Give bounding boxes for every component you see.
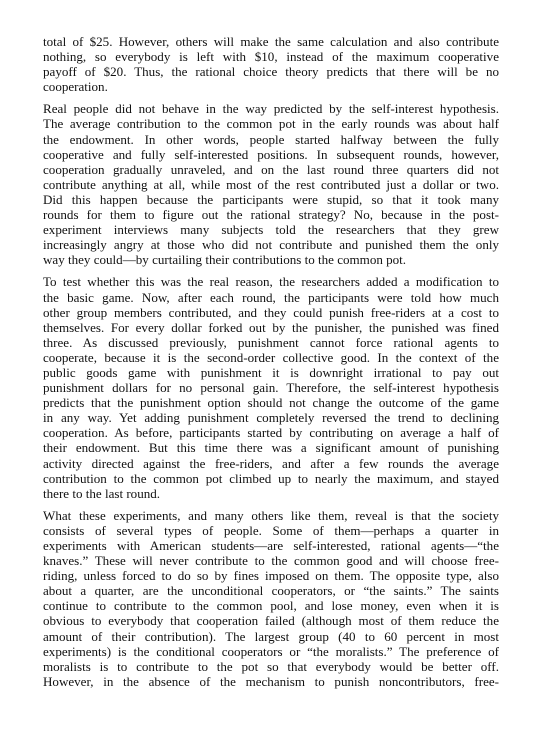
text-line: way they could—by curtailing their contributions to the common pot. bbox=[43, 252, 407, 268]
text-line: punishment dollars for no personal gain. Therefore, the self-interest hypothesis bbox=[43, 380, 499, 396]
text-line: continue to contribute to the common pool, and lose money, even when it is bbox=[43, 598, 499, 614]
text-line: in any way. Yet adding punishment completely reversed the trend to declining bbox=[43, 410, 499, 426]
text-line: there to the last round. bbox=[43, 485, 161, 501]
text-line: Real people did not behave in the way predicted by the self-interest hypothesis. bbox=[43, 101, 499, 117]
text-line: about a quarter, are the unconditional cooperators, or “the saints.” The saints bbox=[43, 583, 499, 599]
text-line: total of $25. However, others will make the same calculation and also contribute bbox=[43, 34, 499, 49]
text-line: their endowment. But this time there was a significant amount of punishing bbox=[43, 440, 499, 456]
text-line: contribution to the common pot climbed up to nearly the maximum, and stayed bbox=[43, 470, 499, 486]
text-line: public goods game with punishment it is downright irrational to pay out bbox=[43, 364, 499, 380]
text-line: riding, unless forced to do so by fines imposed on them. The opposite type, also bbox=[43, 568, 499, 584]
text-line: experiment interviews many subjects told the researchers that they grew bbox=[43, 222, 499, 238]
text-line: consists of several types of people. Some of them—perhaps a quarter in bbox=[43, 522, 499, 538]
text-line: themselves. For every dollar forked out by the punisher, the punished was fined bbox=[43, 319, 499, 335]
text-line: payoff of $20. Thus, the rational choice theory predicts that there will be no bbox=[43, 64, 499, 80]
text-line: obvious to everybody that cooperation failed (although most of them reduce the bbox=[43, 613, 499, 629]
text-line: cooperate, because it is the second-order collective good. In the context of the bbox=[43, 349, 499, 365]
text-line: other group members contributed, and they could punish free-riders at a cost to bbox=[43, 304, 499, 320]
text-line: Did this happen because the participants were stupid, so that it took many bbox=[43, 191, 499, 207]
text-line: knaves.” These will never contribute to the common good and will choose free- bbox=[43, 553, 499, 569]
paragraph-2 bbox=[43, 101, 499, 267]
text-line: nothing, so everybody is left with $10, instead of the maximum cooperative bbox=[43, 49, 499, 65]
text-line: increasingly angry at those who did not contribute and punished them the only bbox=[43, 237, 499, 253]
text-line: To test whether this was the real reason, the researchers added a modification to bbox=[43, 274, 499, 290]
paragraph-4 bbox=[43, 508, 499, 689]
text-line: experiments with American students—are self-interested, rational agents—“the bbox=[43, 538, 499, 553]
text-line: cooperation. bbox=[43, 79, 108, 95]
text-line: the basic game. Now, after each round, the participants were told how much bbox=[43, 289, 499, 305]
text-line: cooperative and fully self-interested positions. In subsequent rounds, however, bbox=[43, 146, 499, 162]
text-line: However, in the absence of the mechanism to punish noncontributors, free- bbox=[43, 673, 499, 689]
text-line: three. As discussed previously, punishment cannot force rational agents to bbox=[43, 334, 499, 350]
text-line: rounds for them to figure out the rational strategy? No, because in the post- bbox=[43, 207, 499, 223]
text-line: experiments) is the conditional cooperators or “the moralists.” The preference of bbox=[43, 643, 499, 659]
text-line: What these experiments, and many others like them, reveal is that the society bbox=[43, 507, 499, 523]
text-line: predicts that the punishment option should not change the outcome of the game bbox=[43, 395, 499, 411]
paragraph-1 bbox=[43, 34, 499, 94]
text-line: amount of their contribution). The largest group (40 to 60 percent in most bbox=[43, 628, 499, 644]
text-line: activity directed against the free-riders, and after a few rounds the average bbox=[43, 455, 499, 471]
paragraph-3 bbox=[43, 274, 499, 500]
text-line: The average contribution to the common pot in the early rounds was about half bbox=[43, 116, 499, 132]
document-page bbox=[43, 34, 499, 696]
text-line: moralists is to contribute to the pot so that everybody would be better off. bbox=[43, 658, 499, 674]
text-line: cooperation. As before, participants started by contributing on average a half of bbox=[43, 425, 499, 441]
text-line: cooperation gradually unraveled, and on the last round three quarters did not bbox=[43, 161, 499, 177]
text-line: the endowment. In other words, people started halfway between the fully bbox=[43, 131, 499, 147]
text-line: contribute anything at all, while most of the rest contributed just a dollar or two. bbox=[43, 176, 499, 192]
